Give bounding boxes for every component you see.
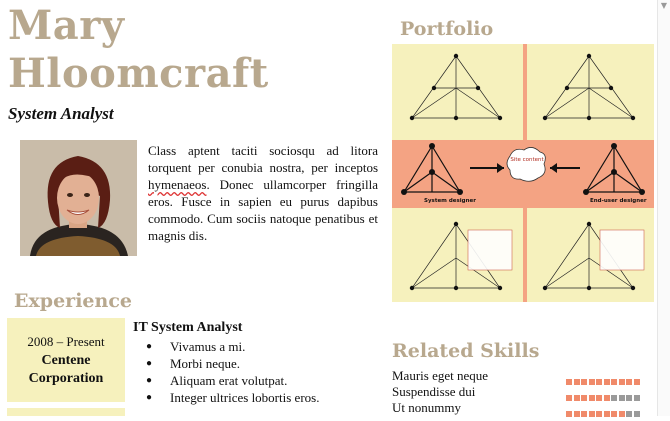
skill-level-meter <box>566 389 641 396</box>
scroll-down-arrow-icon[interactable]: ▼ <box>660 1 668 10</box>
skill-level-meter <box>566 373 641 380</box>
system-designer-label: System designer <box>424 198 476 204</box>
experience-company: Centene Corporation <box>28 353 104 386</box>
experience-dates: 2008 – Present <box>27 334 105 349</box>
skill-name: Ut nonummy <box>392 400 461 415</box>
skill-level-square <box>634 411 640 417</box>
list-item: ● Integer ultrices lobortis eros. <box>140 389 319 406</box>
skill-level-square <box>604 411 610 417</box>
experience-entry-box <box>7 318 125 402</box>
skill-level-square <box>574 411 580 417</box>
name-last: Hloomcraft <box>8 50 269 97</box>
skill-level-square <box>566 411 572 417</box>
skills-list <box>392 368 654 416</box>
experience-entry-box-next <box>7 408 125 416</box>
skill-level-square <box>596 411 602 417</box>
skill-level-square <box>589 411 595 417</box>
skill-row <box>392 368 654 384</box>
misspelled-word: hymenaeos <box>148 177 207 192</box>
bio-paragraph: Class aptent taciti sociosqu ad litora torquent per conubia nostra, per inceptos hymenaeos. Donec ullamcorper fringilla eros. Fusce in sapien eu purus dapibus commodo. Cum sociis natoque penatibus et magnis dis. <box>148 143 378 243</box>
skill-name: Mauris eget neque <box>392 368 489 383</box>
skill-name: Suspendisse dui <box>392 384 476 399</box>
scrollbar[interactable] <box>657 0 670 416</box>
related-skills-heading: Related Skills <box>392 340 540 362</box>
experience-heading: Experience <box>14 290 132 312</box>
skill-row <box>392 384 654 400</box>
list-item: ● Aliquam erat volutpat. <box>140 372 319 389</box>
duties-list <box>140 338 319 406</box>
skill-row <box>392 400 654 416</box>
skill-level-square <box>611 411 617 417</box>
site-content-label-line1: Site content <box>510 157 544 163</box>
skill-level-meter <box>566 405 641 412</box>
job-title-heading: System Analyst <box>8 104 114 123</box>
portfolio-diagram <box>392 44 654 302</box>
resume-name <box>8 2 269 98</box>
name-first: Mary <box>8 2 125 49</box>
profile-photo <box>20 140 137 256</box>
end-user-designer-label: End-user designer <box>590 198 647 204</box>
experience-position: IT System Analyst <box>133 320 243 335</box>
portrait-image <box>20 140 137 256</box>
skill-level-square <box>581 411 587 417</box>
skill-level-square <box>626 411 632 417</box>
skill-level-square <box>619 411 625 417</box>
portfolio-heading: Portfolio <box>400 18 494 40</box>
list-item: ● Morbi neque. <box>140 355 319 372</box>
list-item: ● Vivamus a mi. <box>140 338 319 355</box>
